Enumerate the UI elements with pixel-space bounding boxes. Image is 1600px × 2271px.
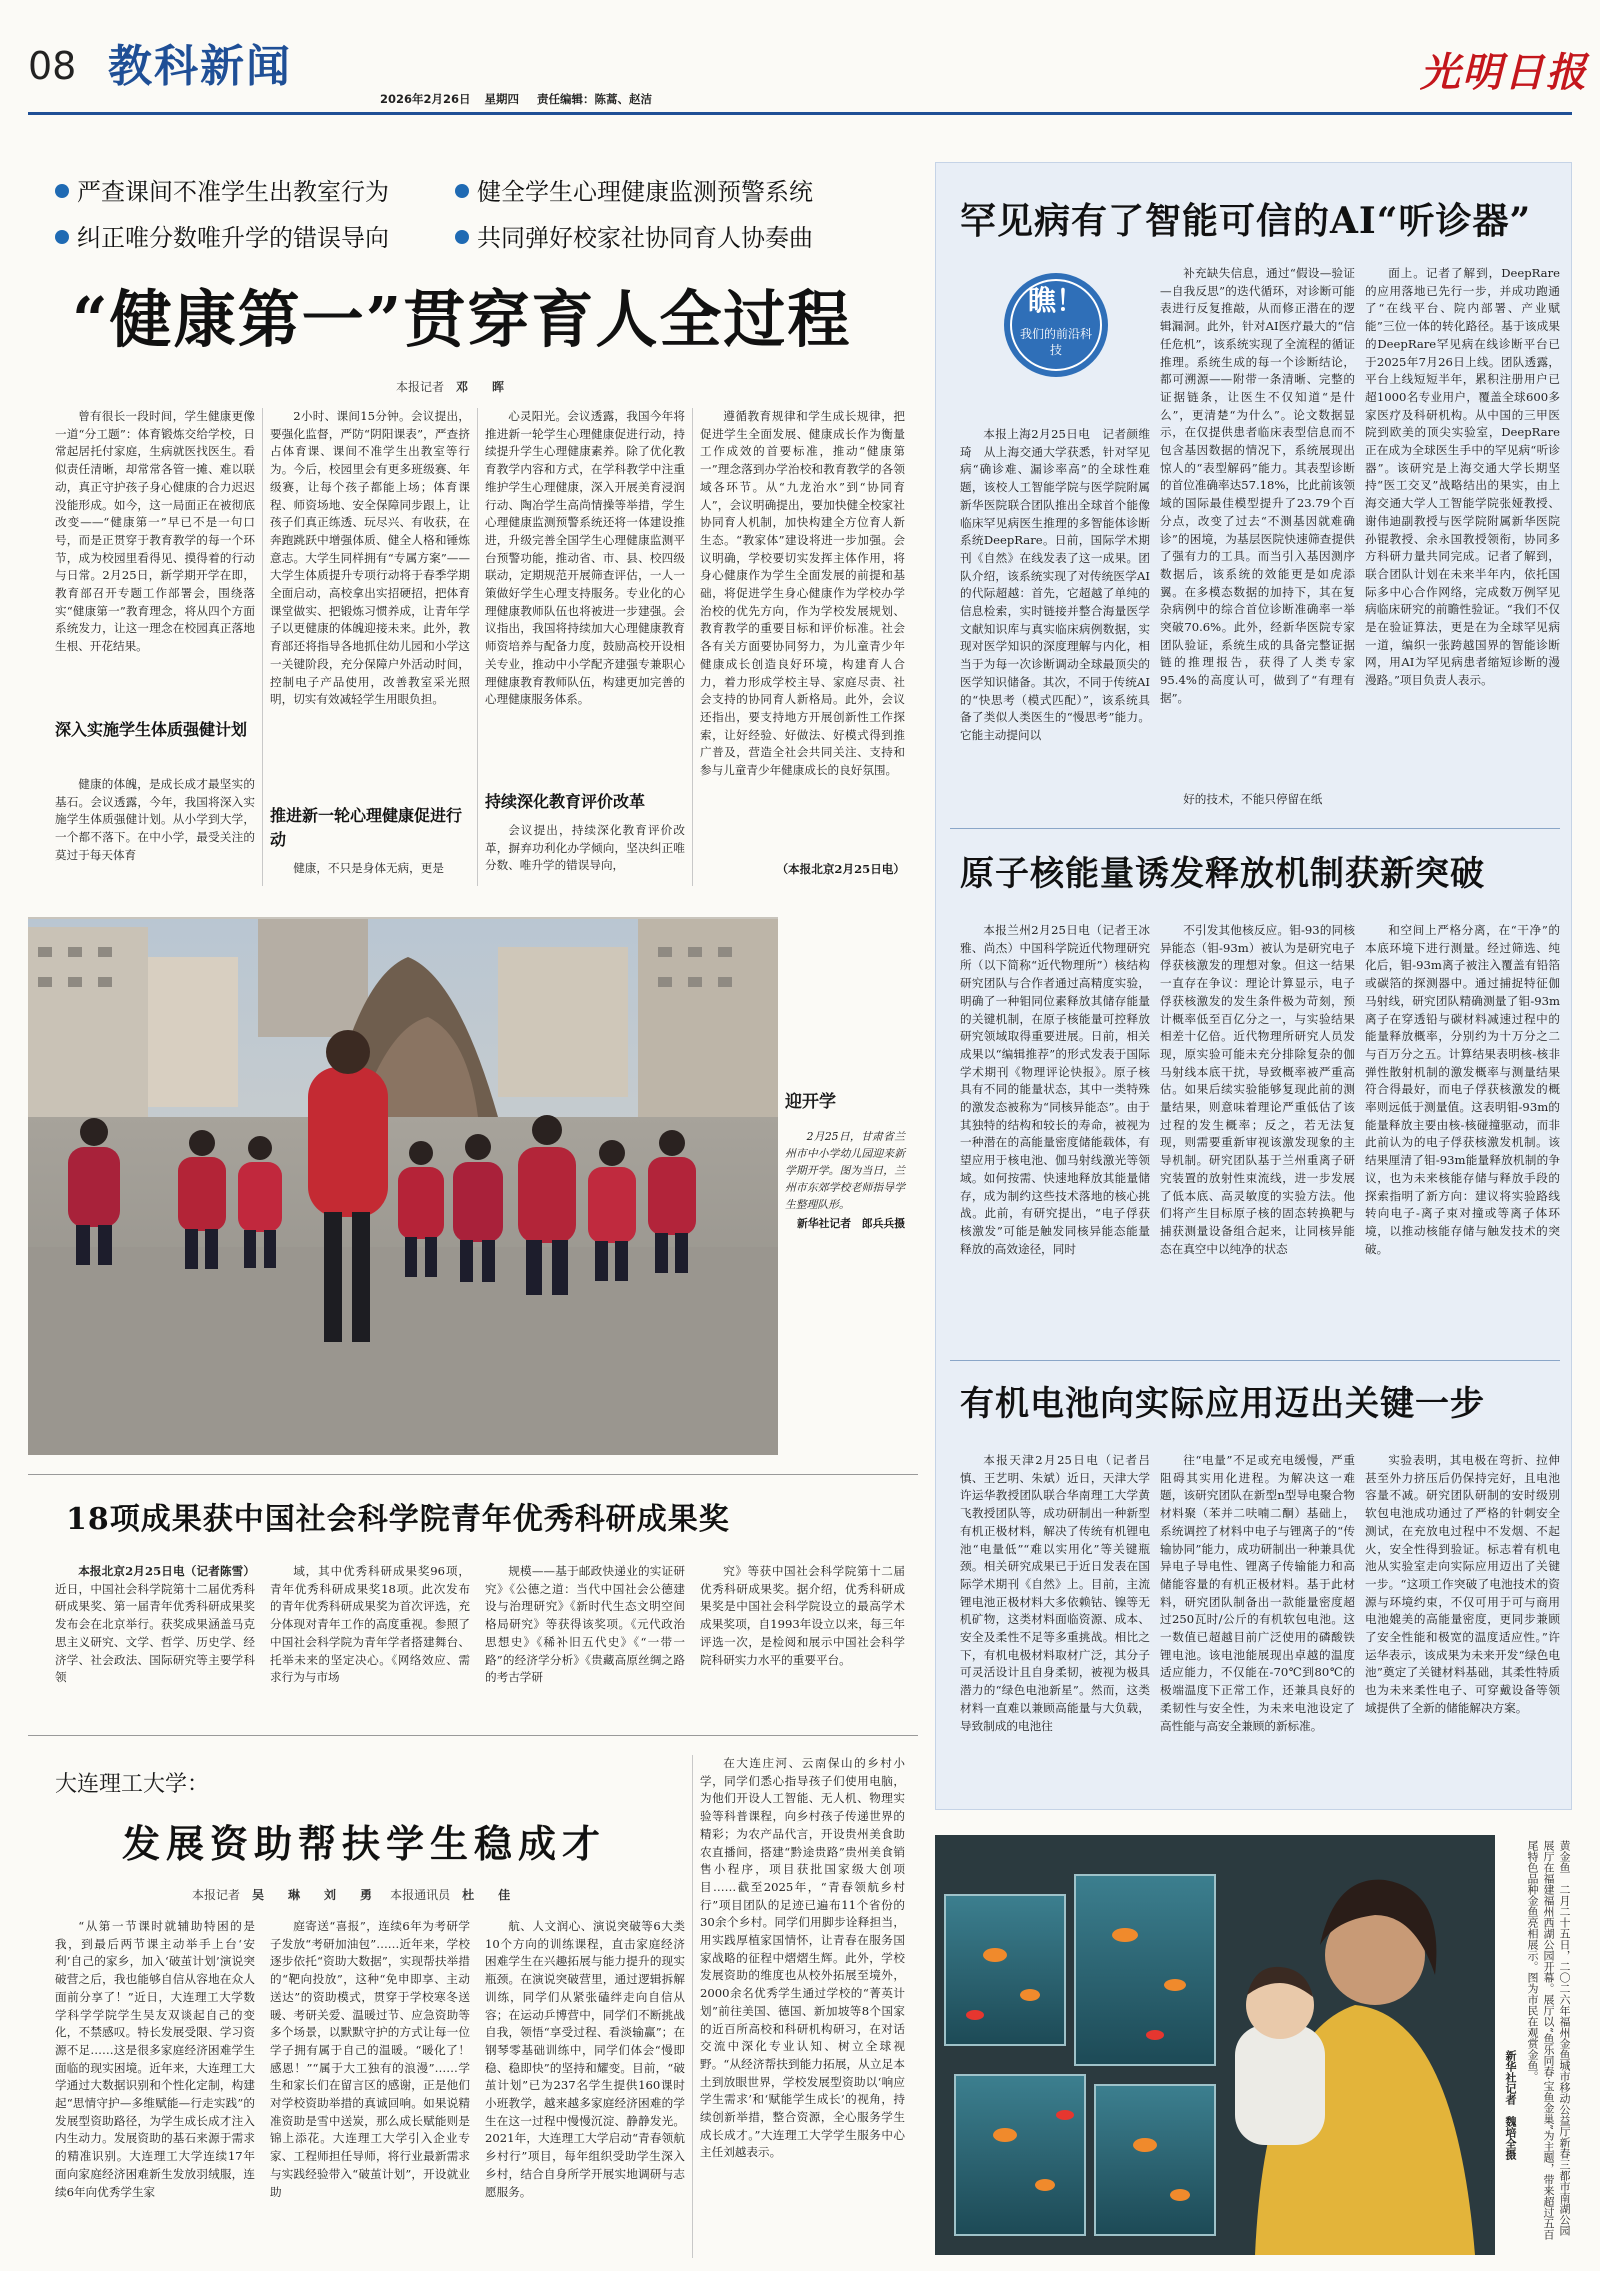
lead-col1-subhead: 深入实施学生体质强健计划 — [55, 720, 248, 739]
lead-col4-text: 遵循教育规律和学生成长规律，把促进学生全面发展、健康成长作为衡量工作成效的首要标准，推动“健康第一”理念落到办学治校和教育教学的各领域各环节。从“九龙治水”到“协同育人”，会议明确提出，要加快健全校家社协同育人机制，加快构建全方位育人新生态。“教家体”建设将进一步加强。会议明确，学校要切实发挥主体作用，将身心健康作为学生全面发展的前提和基础，将促进学生身心健康作为学校办学治校的优先方向，作为学校发展规划、教育教学的重要目标和评价标准。社会各有关方面要协同努力，为儿童青少年健康成长创造良好环境，构建育人合力，着力形成学校主导、家庭尽责、社会支持的协同育人新格局。此外，会议还指出，要支持地方开展创新性工作探索，让好经验、好做法、好模式得到推广普及，营造全社会共同关注、支持和参与儿童青少年健康成长的良好氛围。 — [700, 409, 905, 778]
goldfish-caption-text: 黄金鱼 二月二十五日，二〇二六年福州金鱼城市移动公益厅新春三都市南湖公园展厅在福建福州西湖公园开幕。展厅以“鱼乐同春·宝鱼金巢”为主题，带来超过五百尾特色品种金鱼亮相展示。图为市民在观赏金鱼。 — [1526, 1840, 1571, 2240]
awards-col1: 本报北京2月25日电（记者陈雪）近日，中国社会科学院第十二届优秀科研成果奖、第一届青年优秀科研成果奖发布会在北京举行。获奖成果涵盖马克思主义研究、文学、哲学、历史学、经济学、社会政法、国际研究等主要学科领 — [55, 1564, 255, 1685]
battery-col3: 实验表明，其电极在弯折、拉伸甚至外力挤压后仍保持完好，且电池容量不减。研究团队研制的安时级別软包电池成功通过了严格的针刺安全测试，在充放电过程中不发烟、不起火，安全性得到验证。标志着有机电池从实验室走向实际应用迈出了关键一步。“这项工作突破了电池技术的资源与环境约束，不仅可用于可与商用电池媲美的高能量密度，更同步兼顾了安全性能和极宽的温度适应性。”许运华表示，该成果为未来开发“绿色电池”奠定了关键材料基础，其柔性特质也为未来柔性电子、可穿戴设备等领域提供了全新的储能解决方案。 — [1365, 1453, 1560, 1715]
awards-col4: 究》等获中国社会科学院第十二届优秀科研成果奖。据介绍，优秀科研成果奖是中国社会科学院设立的最高学术成果奖项，自1993年设立以来，每三年评选一次，是检阅和展示中国社会科学院科研实力水平的重要平台。 — [700, 1564, 905, 1667]
editors: 责任编辑：陈蒿、赵洁 — [537, 92, 653, 106]
lead-bullet-1: 严查课间不准学生出教室行为 — [55, 175, 389, 209]
bullet-dot-icon — [55, 230, 69, 244]
ai-col1: 本报上海2月25日电 记者颜维琦 从上海交通大学获悉，针对罕见病“确诊难、漏诊率高”的全球性难题，该校人工智能学院与医学院附属新华医院联合团队推出全球首个能像临床罕见病医生推理的多智能体诊断系统DeepRare。日前，国际学术期刊《自然》在线发表了这一成果。团队介绍，该系统实现了对传统医学AI的代际超越：首先，它超越了单纯的信息检索，实时链接并整合海量医学文献知识库与真实临床病例数据，实现对医学知识的深度理解与内化，相当于为每一次诊断调动全球最顶尖的医学知识储备。其次，不同于传统AI的“快思考（模式匹配）”，该系统具备了类似人类医生的“慢思考”能力。它能主动提问以 — [960, 427, 1150, 742]
dalian-col2: 庭寄送“喜报”，连续6年为考研学子发放“考研加油包”……近年来，学校逐步依托“资助大数据”，实现帮扶举措的“靶向投放”，这种“免申即享、主动送达”的资助模式，贯穿于学校寒冬送暖、考研关爱、温暖过节、应急资助等多个场景，以默默守护的方式让每一位学子拥有属于自己的温暖。“暖化了！感恩！”“属于大工独有的浪漫”……学生和家长们在留言区的感谢，正是他们对学校资助举措的真诚回响。如果说精准资助是雪中送炭，那么成长赋能则是锦上添花。大连理工大学引入企业专家、工程师担任导师，将行业最新需求与实践经验带入“破茧计划”，开设就业助 — [270, 1919, 470, 2199]
ai-feature-title: 罕见病有了智能可信的AI“听诊器” — [960, 200, 1532, 242]
dalian-col4: 在大连庄河、云南保山的乡村小学，同学们悉心指导孩子们使用电脑，为他们开设人工智能、无人机、物理实验等科普课程，向乡村孩子传递世界的精彩；为农产品代言，开设贵州美食助农直播间，搭建“黔途贵路”贵州美食销售小程序，项目获批国家级大创项目……截至2025年，“青春领航乡村行”项目团队的足迹已遍布11个省份的30余个乡村。同学们用脚步诠释担当，用实践厚植家国情怀，让青春在服务国家战略的征程中熠熠生辉。此外，学校发展资助的维度也从校外拓展至境外，2000余名优秀学生通过学校的“菁英计划”前往美国、德国、新加坡等8个国家的近百所高校和科研机构研习，在对话交流中深化专业认知、树立全球视野。“从经济帮扶到能力拓展，从立足本土到放眼世界，学校发展型资助以‘响应学生需求’和‘赋能学生成长’的视角，持续创新举措，整合资源，全心服务学生成长成才。”大连理工大学学生服务中心主任刘越表示。 — [700, 1756, 905, 2160]
lead-column-4 — [700, 408, 905, 888]
lead-bullet-2: 健全学生心理健康监测预警系统 — [455, 175, 813, 209]
battery-col1: 本报天津2月25日电（记者吕慎、王艺明、朱斌）近日，天津大学许运华教授团队联合华南理工大学黄飞教授团队等，成功研制出一种新型有机正极材料，解决了传统有机锂电池“电量低”“难以实用化”等关键瓶颈。相关研究成果已于近日发表在国际学术期刊《自然》上。目前，主流锂电池正极材料大多依赖钴、镍等无机矿物，这类材料面临资源、成本、安全及柔性不足等多重挑战。相比之下，有机电极材料取材广泛，其分子可灵活设计且自身柔韧，被视为极具潜力的“绿色电池新星”。然而，这类材料一直难以兼顾高能量与大负载，导致制成的电池往 — [960, 1453, 1150, 1733]
dalian-kicker: 大连理工大学： — [55, 1772, 210, 1797]
section-title: 教科新闻 — [108, 41, 292, 92]
dalian-title: 发展资助帮扶学生稳成才 — [122, 1821, 607, 1866]
lead-col3-text: 心灵阳光。会议透露，我国今年将推进新一轮学生心理健康促进行动，持续提升学生心理健康素养。除了优化教育教学内容和方式，在学科教学中注重维护学生心理健康，深入开展美育浸润行动、陶冶学生高尚情操等举措，学生心理健康监测预警系统还将一体建设推进，升级完善全国学生心理健康监测平台预警功能，推动省、市、县、校四级联动，定期规范开展筛查评估，一人一策做好学生心理支持服务。专业化的心理健康教师队伍也将被进一步建强。会议指出，我国将持续加大心理健康教育师资培养与配备力度，鼓励高校开设相关专业，推动中小学配齐建强专兼职心理健康教育教师队伍，构建更加完善的心理健康服务体系。 — [485, 409, 685, 707]
section-rule — [950, 828, 1560, 829]
dalian-byline: 本报记者 吴 琳 刘 勇 本报通讯员 杜 佳 — [192, 1888, 517, 1902]
photo-credit: 新华社记者 郎兵兵摄 — [797, 1217, 905, 1230]
lead-col3-subhead: 持续深化教育评价改革 — [485, 792, 646, 811]
nuclear-title: 原子核能量诱发释放机制获新突破 — [960, 854, 1485, 894]
lead-bullet-3: 纠正唯分数唯升学的错误导向 — [55, 221, 389, 255]
caption-title: 迎开学 — [785, 1092, 836, 1112]
nuclear-col3: 和空间上严格分离，在“干净”的本底环境下进行测量。经过筛选、纯化后，钼-93m离子被注入覆盖有铅箔或碳箔的探测器中。通过捕捉特征伽马射线，研究团队精确测量了钼-93m离子在穿透铅与碳材料减速过程中的能量释放概率，分别约为十万分之二与百万分之五。计算结果表明核-核非弹性散射机制的激发概率与测量结果符合得最好，而电子俘获核激发的概率则远低于测量值。这表明钼-93m的能量释放主要由核-核碰撞驱动，而非此前认为的电子俘获核激发机制。该结果厘清了钼-93m能量释放机制的争议，也为未来核能存储与释放手段的探索指明了新方向：建议将实验路线转向电子-离子束对撞或等离子体环境，以推动核能存储与触发技术的突破。 — [1365, 923, 1560, 1256]
column-divider — [692, 1755, 693, 2258]
nuclear-col2: 不引发其他核反应。钼-93的同核异能态（钼-93m）被认为是研究电子俘获核激发的理想对象。但这一结果一直存在争议：理论计算显示，电子俘获核激发的发生条件极为苛刻，预计概率低至百亿分之一，与实验结果相差十亿倍。近代物理所研究人员发现，原实验可能未充分排除复杂的伽马射线本底干扰，导致概率被严重高估。如果后续实验能够复现此前的测量结果，则意味着理论严重低估了该过程的发生概率；反之，若无法复现，则需要重新审视该激发现象的主导机制。研究团队基于兰州重离子研究装置的放射性束流线，进一步发展了低本底、高灵敏度的实验方法。他们将产生目标原子核的固态转换靶与捕获测量设备组合起来，让同核异能态在真空中以纯净的状态 — [1160, 923, 1355, 1256]
back-to-school-caption — [785, 1090, 905, 1232]
lead-byline: 本报记者 邓 晖 — [396, 380, 511, 394]
goldfish-caption — [1502, 1840, 1572, 2260]
ai-col2: 补充缺失信息，通过“假设—验证—自我反思”的迭代循环，对诊断可能表进行反复推敲，从而修正潜在的逻辑漏洞。此外，针对AI医疗最大的“信任危机”，该系统实现了全流程的循证推理。系统生成的每一个诊断结论，都可溯源——附带一条清晰、完整的证据链条，让医生不仅知道“是什么”，更清楚“为什么”。论文数据显示，在仅提供患者临床表型信息而不包含基因数据的情况下，系统展现出惊人的“表型解码”能力。其表型诊断的首位准确率达57.18%，比此前该领域的国际最佳模型提升了23.79个百分点，改变了过去“不测基因就难确诊”的困境，为基层医院快速筛查提供了强有力的工具。而当引入基因测序数据后，该系统的效能更是如虎添翼。在多模态数据的加持下，其在复杂病例中的综合首位诊断准确率一举突破70.6%。此外，经新华医院专家团队验证，系统生成的具备完整证据链的推理报告，获得了人类专家95.4%的高度认可，做到了“有理有据”。 — [1160, 266, 1355, 705]
column-divider — [477, 408, 478, 886]
section-rule — [28, 1735, 918, 1736]
battery-title: 有机电池向实际应用迈出关键一步 — [960, 1384, 1485, 1424]
ai-feature-badge — [996, 270, 1116, 380]
ai-column-2 — [1160, 265, 1355, 815]
lead-column-2 — [270, 408, 470, 888]
bullet-dot-icon — [455, 184, 469, 198]
dalian-col3: 航、人文润心、演说突破等6大类10个方向的训练课程，直击家庭经济困难学生在兴趣拓展与能力提升的现实瓶颈。在演说突破营里，通过逻辑拆解训练，同学们从紧张磕绊走向自信从容；在运动乒博营中，同学们不断挑战自我，领悟“享受过程、看淡输赢”；在钢琴零基础训练中，同学们体会“慢即稳、稳即快”的坚持和耀变。目前，“破茧计划”已为237名学生提供160课时小班教学，越来越多家庭经济困难的学生在这一过程中慢慢沉淀、静静发光。2021年，大连理工大学启动“青春领航乡村行”项目，每年组织受助学生深入乡村，结合自身所学开展实地调研与志愿服务。 — [485, 1919, 685, 2199]
bullet-dot-icon — [455, 230, 469, 244]
paper-logo: 光明日报 — [1420, 49, 1588, 96]
ai-col3: 面上。记者了解到，DeepRare的应用落地已先行一步，并成功跑通了“在线平台、院内部署、产业赋能”三位一体的转化路径。基于该成果的DeepRare罕见病在线诊断平台已于2025年7月26日上线。团队透露，平台上线短短半年，累积注册用户已超1000名专业用户，覆盖全球600多家医疗及科研机构。从中国的三甲医院到欧美的顶尖实验室，DeepRare正在成为全球医生手中的罕见病“听诊器”。该研究是上海交通大学长期坚持“医工交叉”战略结出的果实，由上海交通大学人工智能学院张娅教授、谢伟迪副教授与医学院附属新华医院孙锟教授、余永国教授领衔，协同多方科研力量共同完成。记者了解到，联合团队计划在未来半年内，依托国际多中心合作网络，完成数万例罕见病临床研究的前瞻性验证。“我们不仅是在验证算法，更是在为全球罕见病一道，编织一张跨越国界的智能诊断网，用AI为罕见病患者缩短诊断的漫漫路。”项目负责人表示。 — [1365, 266, 1560, 688]
lead-col1-text: 曾有很长一段时间，学生健康更像一道“分工题”：体育锻炼交给学校，日常起居托付家庭，生病就医找医生。看似责任清晰，却常常各管一摊、难以联动，真正守护孩子身心健康的合力迟迟没能形成。如今，这一局面正在被彻底改变——“健康第一”早已不是一句口号，而是正贯穿于教育教学的每一个环节，成为校园里看得见、摸得着的行动与日常。2月25日，新学期开学在即，教育部召开专题工作部署会，围绕落实“健康第一”教育理念，将从四个方面系统发力，让这一理念在校园真正落地生根、开花结果。 — [55, 409, 255, 654]
ai-col2-tail: 好的技术，不能只停留在纸 — [1183, 792, 1323, 806]
lead-bullet-4: 共同弹好校家社协同育人协奏曲 — [455, 221, 813, 255]
caption-text: 2月25日，甘肃省兰州市中小学幼儿园迎来新学期开学。图为当日，兰州市东郊学校老师指导学生整理队形。 — [785, 1130, 905, 1211]
goldfish-photo — [935, 1835, 1495, 2255]
lead-title: “健康第一”贯穿育人全过程 — [72, 283, 852, 356]
lead-dateline: （本报北京2月25日电） — [776, 862, 905, 876]
badge-subtitle: 我们的前沿科技 — [1019, 327, 1092, 357]
lead-column-1 — [55, 408, 255, 888]
awards-col2: 域，其中优秀科研成果奖96项，青年优秀科研成果奖18项。此次发布的青年优秀科研成果奖为首次评选，充分体现对青年工作的高度重视。参照了中国社会科学院为青年学者搭建舞台、托举未来的坚定决心。《网络效应、需求行为与市场 — [270, 1564, 470, 1685]
awards-col3: 规模——基于邮政快递业的实证研究》《公德之道：当代中国社会公德建设与治理研究》《新时代生态文明空间格局研究》等获得该奖项。《元代政治思想史》《稀补旧五代史》《“一带一路”的经济学分析》《贵藏高原丝绸之路的考古学研 — [485, 1564, 685, 1685]
masthead — [0, 0, 1600, 120]
lead-col2-subhead: 推进新一轮心理健康促进行动 — [270, 806, 463, 849]
page-number: 08 — [28, 44, 77, 88]
battery-col2: 往“电量”不足或充电缓慢，严重阻碍其实用化进程。为解决这一难题，该研究团队在新型n型导电聚合物材料聚（苯并二呋喃二酮）基础上，系统调控了材料中电子与锂离子的“传输协同”能力，成功研制出一种兼具优异电子导电性、锂离子传输能力和高储能容量的有机正极材料。基于此材料，研究团队制备出一款能量密度超过250瓦时/公斤的有机软包电池。这一数值已超越目前广泛使用的磷酸铁锂电池。该电池能展现出卓越的温度适应能力，不仅能在-70℃到80℃的极端温度下正常工作，还兼具良好的柔韧性与安全性，为未来电池设定了高性能与高安全兼顾的新标准。 — [1160, 1453, 1355, 1733]
masthead-rule — [28, 112, 1572, 115]
awards-body — [55, 1563, 905, 1713]
awards-title: 18项成果获中国社会科学院青年优秀科研成果奖 — [66, 1502, 730, 1537]
lead-col2b-text: 健康，不只是身体无病，更是 — [293, 861, 444, 875]
back-to-school-photo — [28, 917, 778, 1455]
section-rule — [950, 1360, 1560, 1361]
lead-col2-text: 2小时、课间15分钟。会议提出，要强化监督，严防“阴阳课表”，严查挤占体育课、课间不准学生出教室等行为。今后，校园里会有更多班级赛、年级赛，让每个孩子都能上场；体育课程、师资场地、安全保障同步跟上，让孩子们真正练透、玩尽兴、有收获，在奔跑跳跃中增强体质、健全人格和锤炼意志。大学生同样拥有“专属方案”——大学生体质提升专项行动将于春季学期全面启动，高校拿出实招硬招，把体育课堂做实、把锻炼习惯养成，让青年学子以更健康的体魄迎接未来。此外，教育部还将指导各地抓住幼儿园和小学这一关键阶段，充分保障户外活动时间，控制电子产品使用，改善教室采光照明，切实有效减轻学生用眼负担。 — [270, 409, 470, 707]
masthead-info — [380, 91, 652, 107]
column-divider — [692, 408, 693, 886]
dalian-col1: “从第一节课时就辅助特困的是我，到最后两节课主动举手上台‘安利’自己的家乡，加入‘破茧计划’演说突破营之后，我也能够自信从容地在众人面前分享了！”近日，大连理工大学数学科学学院学生吴友双谈起自己的变化，不禁感叹。特长发展受限、学习资源不足……这是很多家庭经济困难学生面临的现实困境。近年来，大连理工大学通过大数据识别和个性化定制，构建起“思情守护—多维赋能—行走实践”的发展型资助路径，为学生成长成才注入内生动力。发展资助的基石来源于需求的精准识别。大连理工大学连续17年面向家庭经济困难新生发放羽绒服，连续6年向优秀学生家 — [55, 1919, 255, 2199]
lead-col3b-text: 会议提出，持续深化教育评价改革，摒弃功利化办学倾向，坚决纠正唯分数、唯升学的错误导向， — [485, 823, 685, 873]
issue-date: 2026年2月26日 — [380, 92, 471, 106]
section-rule — [28, 1474, 918, 1475]
column-divider — [262, 408, 263, 886]
lead-col1b-text: 健康的体魄，是成长成才最坚实的基石。会议透露，今年，我国将深入实施学生体质强健计划。从小学到大学，一个都不落下。在中小学，最受关注的莫过于每天体育 — [55, 777, 255, 862]
goldfish-credit: 新华社记者 魏培全摄 — [1504, 2050, 1517, 2160]
nuclear-col1: 本报兰州2月25日电（记者王冰雅、尚杰）中国科学院近代物理研究所（以下简称“近代物理所”）核结构研究团队与合作者通过高精度实验，明确了一种钼同位素释放其储存能量的关键机制，在原子核能量可控释放研究领域取得重要进展。日前，相关成果以“编辑推荐”的形式发表于国际学术期刊《物理评论快报》。原子核具有不同的能量状态，其中一类特殊的激发态被称为“同核异能态”。由于其独特的结构和较长的寿命，被视为一种潜在的高能量密度储能载体，有望应用于核电池、伽马射线激光等领域。如何按需、快速地释放其能量储存，成为制约这些技术落地的核心挑战。此前，有研究提出，“电子俘获核激发”可能是触发同核异能态能量释放的高效途径，同时 — [960, 923, 1150, 1256]
bullet-dot-icon — [55, 184, 69, 198]
issue-weekday: 星期四 — [484, 92, 520, 106]
badge-char: 瞧！ — [1027, 284, 1084, 317]
lead-column-3 — [485, 408, 685, 888]
